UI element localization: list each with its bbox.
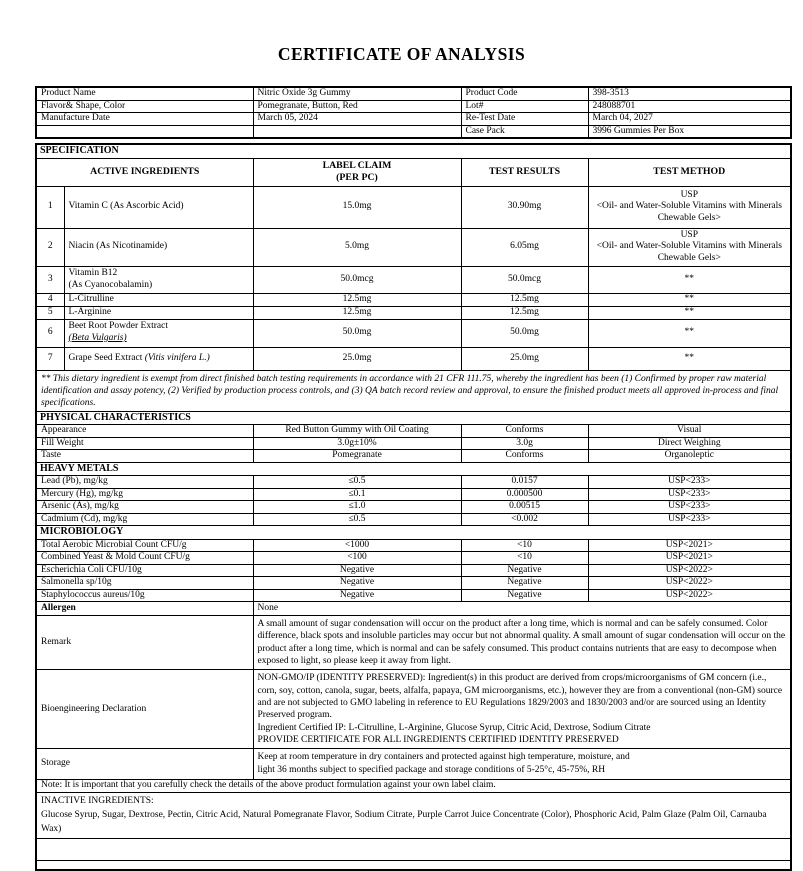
test-result: Negative xyxy=(461,577,588,590)
manufacture-date-value: March 05, 2024 xyxy=(253,113,461,126)
test-result: 3.0g xyxy=(461,437,588,450)
empty-cell xyxy=(36,125,253,138)
label-claim: 50.0mcg xyxy=(253,266,461,293)
ingredient-name: Niacin (As Nicotinamide) xyxy=(64,228,253,266)
spec-row-3 xyxy=(36,266,791,293)
col-label-claim-line1: LABEL CLAIM xyxy=(322,160,392,172)
metals-section-row xyxy=(36,462,791,475)
ingredient-name: L-Arginine xyxy=(64,306,253,319)
physical-row-fill-weight xyxy=(36,437,791,450)
label-claim: Pomegranate xyxy=(253,450,461,463)
remark-text: A small amount of sugar condensation will occur on the product after a long time, which is normal and can be safely consumed. Color difference, black spots and insoluble particles may occur but not abnormal quality. A small amount of sugar condensation will occur on the product after a long time, which is normal and can be safely consumed. This product contains nutrients that are easy to decompose when exposed to light, so please keep it away from light. xyxy=(253,615,791,669)
ingredient-name xyxy=(64,266,253,293)
attribute-name: Escherichia Coli CFU/10g xyxy=(36,564,253,577)
test-method-line2: <Oil- and Water-Soluble Vitamins with Minerals Chewable Gels> xyxy=(596,241,782,263)
ingredient-name-part1: Grape Seed Extract xyxy=(68,352,145,363)
allergen-label: Allergen xyxy=(36,602,253,616)
test-method-line2: <Oil- and Water-Soluble Vitamins with Minerals Chewable Gels> xyxy=(596,201,782,223)
label-claim: 12.5mg xyxy=(253,306,461,319)
row-number: 7 xyxy=(36,347,64,370)
test-result: Conforms xyxy=(461,425,588,438)
note-text: Note: It is important that you carefully check the details of the above product formulation against your own label claim. xyxy=(36,780,791,793)
storage-row xyxy=(36,749,791,780)
test-method: ** xyxy=(588,347,791,370)
test-method: USP<233> xyxy=(588,476,791,489)
test-result: 50.0mcg xyxy=(461,266,588,293)
col-active-ingredients: ACTIVE INGREDIENTS xyxy=(36,158,253,186)
physical-row-taste xyxy=(36,450,791,463)
lot-value: 248088701 xyxy=(588,100,791,113)
attribute-name: Arsenic (As), mg/kg xyxy=(36,501,253,514)
bioengineering-paragraph-1: NON-GMO/IP (IDENTITY PRESERVED): Ingredient(s) in this product are derived from crops/microorganisms of GM concern (i.e., corn, soy, cotton, canola, sugar, beets, alfalfa, papaya, GM microorganisms, etc.), however they are from a conventional (non-GM) source and are not subjected to GMO labeling in reference to EU Regulations 1829/2003 and 1830/2003 and/or are sourced using an Identity Preserved program. xyxy=(257,673,783,721)
bioengineering-paragraph-3: PROVIDE CERTIFICATE FOR ALL INGREDIENTS CERTIFIED IDENTITY PRESERVED xyxy=(257,735,619,746)
allergen-value: None xyxy=(253,602,791,616)
test-result: Negative xyxy=(461,564,588,577)
storage-text-line1: Keep at room temperature in dry containers and protected against high temperature, moisture, and xyxy=(257,752,630,763)
test-result: <10 xyxy=(461,552,588,565)
inactive-ingredients-title: INACTIVE INGREDIENTS: xyxy=(41,796,154,807)
test-result: 0.0157 xyxy=(461,476,588,489)
row-number: 5 xyxy=(36,306,64,319)
attribute-name: Lead (Pb), mg/kg xyxy=(36,476,253,489)
empty-row xyxy=(36,839,791,861)
case-pack-label: Case Pack xyxy=(461,125,588,138)
test-result: 12.5mg xyxy=(461,306,588,319)
physical-row-appearance xyxy=(36,425,791,438)
label-claim: ≤1.0 xyxy=(253,501,461,514)
attribute-name: Taste xyxy=(36,450,253,463)
attribute-name: Combined Yeast & Mold Count CFU/g xyxy=(36,552,253,565)
bioengineering-label: Bioengineering Declaration xyxy=(36,670,253,749)
empty-cell xyxy=(36,861,791,870)
test-method-line1: USP xyxy=(680,229,698,240)
table-row xyxy=(36,100,791,113)
row-number: 1 xyxy=(36,186,64,228)
empty-cell xyxy=(36,839,791,861)
test-result: <0.002 xyxy=(461,513,588,526)
specification-section-label: SPECIFICATION xyxy=(36,144,791,158)
spec-row-6 xyxy=(36,319,791,347)
label-claim: Red Button Gummy with Oil Coating xyxy=(253,425,461,438)
test-result: 0.00515 xyxy=(461,501,588,514)
remark-row xyxy=(36,615,791,669)
test-method: Organoleptic xyxy=(588,450,791,463)
test-method: USP<2022> xyxy=(588,577,791,590)
test-result: <10 xyxy=(461,539,588,552)
test-method: USP<233> xyxy=(588,488,791,501)
label-claim: 25.0mg xyxy=(253,347,461,370)
product-code-label: Product Code xyxy=(461,87,588,100)
bioengineering-text xyxy=(253,670,791,749)
label-claim: 5.0mg xyxy=(253,228,461,266)
test-method: USP<233> xyxy=(588,501,791,514)
col-test-method: TEST METHOD xyxy=(588,158,791,186)
ingredient-name-line1: Vitamin B12 xyxy=(68,267,118,278)
test-result: 0.000500 xyxy=(461,488,588,501)
test-method: ** xyxy=(588,266,791,293)
test-result: 30.90mg xyxy=(461,186,588,228)
attribute-name: Salmonella sp/10g xyxy=(36,577,253,590)
ingredient-name-line2: (Beta Vulgaris) xyxy=(68,333,127,343)
spec-column-header-row xyxy=(36,158,791,186)
manufacture-date-label: Manufacture Date xyxy=(36,113,253,126)
allergen-row xyxy=(36,602,791,616)
row-number: 2 xyxy=(36,228,64,266)
micro-section-row xyxy=(36,526,791,539)
remark-label: Remark xyxy=(36,615,253,669)
ingredient-name: Vitamin C (As Ascorbic Acid) xyxy=(64,186,253,228)
label-claim: 50.0mg xyxy=(253,319,461,347)
inactive-ingredients-row xyxy=(36,793,791,839)
bioengineering-paragraph-2: Ingredient Certified IP: L-Citrulline, L-Arginine, Glucose Syrup, Citric Acid, Dextrose, Sodium Citrate xyxy=(257,722,651,733)
test-method: USP<2021> xyxy=(588,539,791,552)
test-method: USP<2022> xyxy=(588,564,791,577)
product-code-value: 398-3513 xyxy=(588,87,791,100)
col-label-claim-line2: (PER PC) xyxy=(336,172,378,183)
test-method: USP<2022> xyxy=(588,589,791,602)
ingredient-name xyxy=(64,319,253,347)
attribute-name: Appearance xyxy=(36,425,253,438)
micro-row-tamc xyxy=(36,539,791,552)
inactive-ingredients-cell xyxy=(36,793,791,839)
storage-label: Storage xyxy=(36,749,253,780)
test-method-line1: USP xyxy=(680,189,698,200)
attribute-name: Fill Weight xyxy=(36,437,253,450)
col-test-results: TEST RESULTS xyxy=(461,158,588,186)
test-result: 12.5mg xyxy=(461,293,588,306)
micro-row-staph xyxy=(36,589,791,602)
storage-text-line2: light 36 months subject to specified package and storage conditions of 5-25°c, 45-75%, RH xyxy=(257,765,606,776)
lot-label: Lot# xyxy=(461,100,588,113)
spec-row-5 xyxy=(36,306,791,319)
test-method xyxy=(588,228,791,266)
ingredient-name xyxy=(64,347,253,370)
metals-row-arsenic xyxy=(36,501,791,514)
attribute-name: Cadmium (Cd), mg/kg xyxy=(36,513,253,526)
test-method: ** xyxy=(588,306,791,319)
test-result: Conforms xyxy=(461,450,588,463)
test-result: 25.0mg xyxy=(461,347,588,370)
label-claim: 15.0mg xyxy=(253,186,461,228)
attribute-name: Total Aerobic Microbial Count CFU/g xyxy=(36,539,253,552)
spec-row-2 xyxy=(36,228,791,266)
metals-row-lead xyxy=(36,476,791,489)
case-pack-value: 3996 Gummies Per Box xyxy=(588,125,791,138)
spec-row-1 xyxy=(36,186,791,228)
retest-date-label: Re-Test Date xyxy=(461,113,588,126)
label-claim: Negative xyxy=(253,577,461,590)
label-claim: <100 xyxy=(253,552,461,565)
test-method: USP<2021> xyxy=(588,552,791,565)
flavor-shape-color-label: Flavor& Shape, Color xyxy=(36,100,253,113)
empty-cell xyxy=(253,125,461,138)
storage-text xyxy=(253,749,791,780)
specification-table xyxy=(35,143,792,871)
label-claim: ≤0.5 xyxy=(253,513,461,526)
metals-row-mercury xyxy=(36,488,791,501)
label-claim: Negative xyxy=(253,564,461,577)
product-info-table xyxy=(35,86,792,139)
table-row xyxy=(36,113,791,126)
label-claim: 12.5mg xyxy=(253,293,461,306)
row-number: 6 xyxy=(36,319,64,347)
ingredient-name-line2: (As Cyanocobalamin) xyxy=(68,279,153,290)
test-method: Visual xyxy=(588,425,791,438)
note-row xyxy=(36,780,791,793)
attribute-name: Mercury (Hg), mg/kg xyxy=(36,488,253,501)
test-method: ** xyxy=(588,293,791,306)
retest-date-value: March 04, 2027 xyxy=(588,113,791,126)
inactive-ingredients-text: Glucose Syrup, Sugar, Dextrose, Pectin, Citric Acid, Natural Pomegranate Flavor, Sodium Citrate, Purple Carrot Juice Concentrate (Color), Phosphoric Acid, Palm Glaze (Palm Oil, Carnauba Wax) xyxy=(41,809,767,834)
page-title: CERTIFICATE OF ANALYSIS xyxy=(277,44,526,64)
specification-section-row xyxy=(36,144,791,158)
bioengineering-row xyxy=(36,670,791,749)
micro-row-ecoli xyxy=(36,564,791,577)
label-claim: Negative xyxy=(253,589,461,602)
micro-row-yeast-mold xyxy=(36,552,791,565)
label-claim: ≤0.5 xyxy=(253,476,461,489)
test-result: Negative xyxy=(461,589,588,602)
micro-section-label: MICROBIOLOGY xyxy=(36,526,791,539)
test-result: 50.0mg xyxy=(461,319,588,347)
label-claim: ≤0.1 xyxy=(253,488,461,501)
test-method: USP<233> xyxy=(588,513,791,526)
spec-row-7 xyxy=(36,347,791,370)
product-name-value: Nitric Oxide 3g Gummy xyxy=(253,87,461,100)
ingredient-name: L-Citrulline xyxy=(64,293,253,306)
table-row xyxy=(36,125,791,138)
row-number: 4 xyxy=(36,293,64,306)
product-name-label: Product Name xyxy=(36,87,253,100)
metals-row-cadmium xyxy=(36,513,791,526)
col-label-claim xyxy=(253,158,461,186)
flavor-shape-color-value: Pomegranate, Button, Red xyxy=(253,100,461,113)
ingredient-name-part2: (Vitis vinifera L.) xyxy=(144,352,210,363)
attribute-name: Staphylococcus aureus/10g xyxy=(36,589,253,602)
test-method: ** xyxy=(588,319,791,347)
physical-section-label: PHYSICAL CHARACTERISTICS xyxy=(36,411,791,424)
label-claim: <1000 xyxy=(253,539,461,552)
table-row xyxy=(36,87,791,100)
test-result: 6.05mg xyxy=(461,228,588,266)
spec-row-4 xyxy=(36,293,791,306)
physical-section-row xyxy=(36,411,791,424)
empty-row xyxy=(36,861,791,870)
test-method xyxy=(588,186,791,228)
ingredient-name-line1: Beet Root Powder Extract xyxy=(68,321,168,332)
row-number: 3 xyxy=(36,266,64,293)
spec-footnote-row xyxy=(36,370,791,411)
label-claim: 3.0g±10% xyxy=(253,437,461,450)
test-method: Direct Weighing xyxy=(588,437,791,450)
spec-footnote: ** This dietary ingredient is exempt from direct finished batch testing requirements in accordance with 21 CFR 111.75, whereby the ingredient has been (1) Confirmed by proper raw material identification and assay potency, (2) Verified by production process controls, and (3) QA batch record review and approval, to ensure the finished product meets all approved in-process and final specifications. xyxy=(36,370,791,411)
metals-section-label: HEAVY METALS xyxy=(36,462,791,475)
micro-row-salmonella xyxy=(36,577,791,590)
